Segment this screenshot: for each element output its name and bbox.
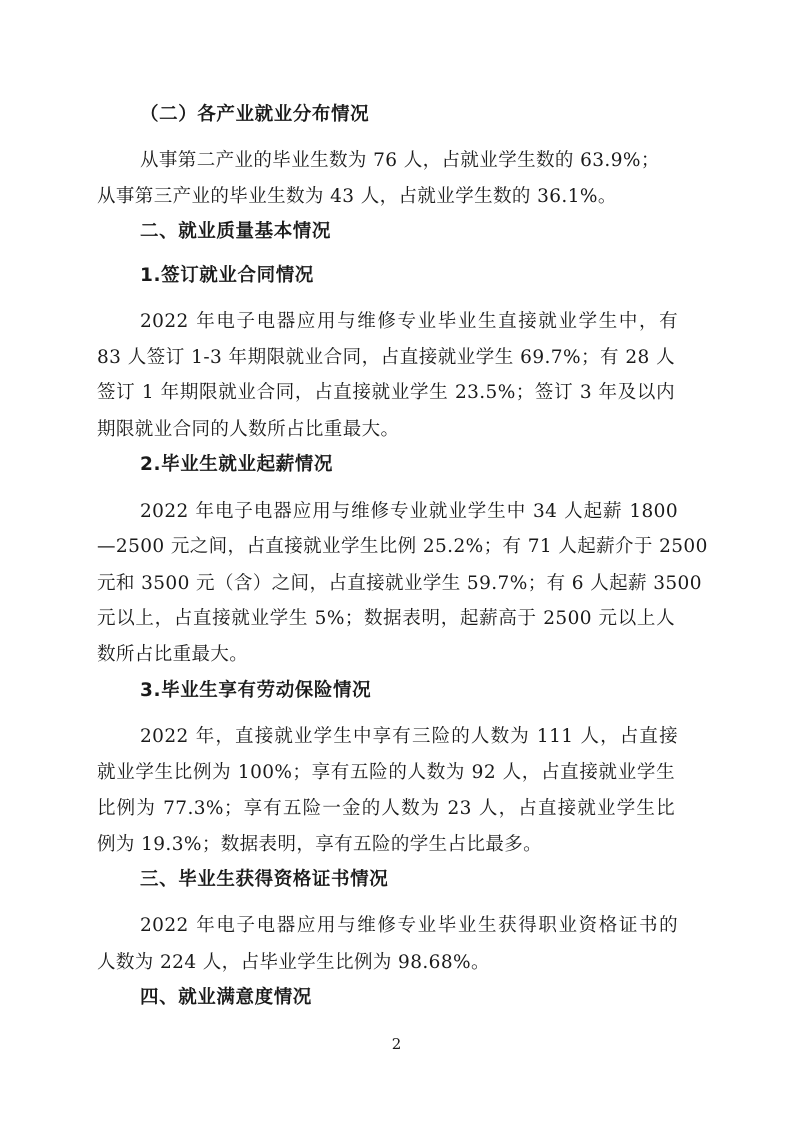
paragraph-line: 元以上，占直接就业学生 5%；数据表明，起薪高于 2500 元以上人 bbox=[97, 608, 675, 629]
subsection-heading-contract: 1.签订就业合同情况 bbox=[140, 265, 314, 286]
paragraph-line: 2022 年电子电器应用与维修专业毕业生获得职业资格证书的 bbox=[140, 915, 678, 936]
section-heading-satisfaction: 四、就业满意度情况 bbox=[140, 987, 312, 1008]
paragraph-line: 期限就业合同的人数所占比重最大。 bbox=[97, 419, 400, 440]
paragraph-line: 人数为 224 人，占毕业学生比例为 98.68%。 bbox=[97, 952, 490, 973]
paragraph-line: 例为 19.3%；数据表明，享有五险的学生占比最多。 bbox=[97, 834, 543, 855]
page-number: 2 bbox=[391, 1035, 402, 1053]
section-heading-certificate: 三、毕业生获得资格证书情况 bbox=[140, 869, 389, 890]
section-heading-quality: 二、就业质量基本情况 bbox=[140, 221, 332, 242]
paragraph-line: 2022 年电子电器应用与维修专业就业学生中 34 人起薪 1800 bbox=[140, 501, 678, 522]
paragraph-line: 83 人签订 1-3 年期限就业合同，占直接就业学生 69.7%；有 28 人 bbox=[97, 347, 675, 368]
subsection-heading-insurance: 3.毕业生享有劳动保险情况 bbox=[140, 680, 372, 701]
subsection-heading-salary: 2.毕业生就业起薪情况 bbox=[140, 454, 334, 475]
paragraph-line: 元和 3500 元（含）之间，占直接就业学生 59.7%；有 6 人起薪 3500 bbox=[97, 573, 702, 594]
paragraph-line: 就业学生比例为 100%；享有五险的人数为 92 人，占直接就业学生 bbox=[97, 762, 675, 783]
paragraph-line: 2022 年电子电器应用与维修专业毕业生直接就业学生中，有 bbox=[140, 311, 678, 332]
paragraph-line: 2022 年，直接就业学生中享有三险的人数为 111 人，占直接 bbox=[140, 726, 678, 747]
paragraph-line: 比例为 77.3%；享有五险一金的人数为 23 人，占直接就业学生比 bbox=[97, 798, 675, 819]
section-heading-industry: （二）各产业就业分布情况 bbox=[140, 104, 370, 125]
paragraph-line: —2500 元之间，占直接就业学生比例 25.2%；有 71 人起薪介于 2500 bbox=[97, 536, 708, 557]
paragraph-line: 数所占比重最大。 bbox=[97, 644, 249, 665]
paragraph-line: 从事第二产业的毕业生数为 76 人，占就业学生数的 63.9%； bbox=[140, 150, 660, 171]
paragraph-line: 签订 1 年期限就业合同，占直接就业学生 23.5%；签订 3 年及以内 bbox=[97, 382, 675, 403]
paragraph-line: 从事第三产业的毕业生数为 43 人，占就业学生数的 36.1%。 bbox=[97, 186, 617, 207]
